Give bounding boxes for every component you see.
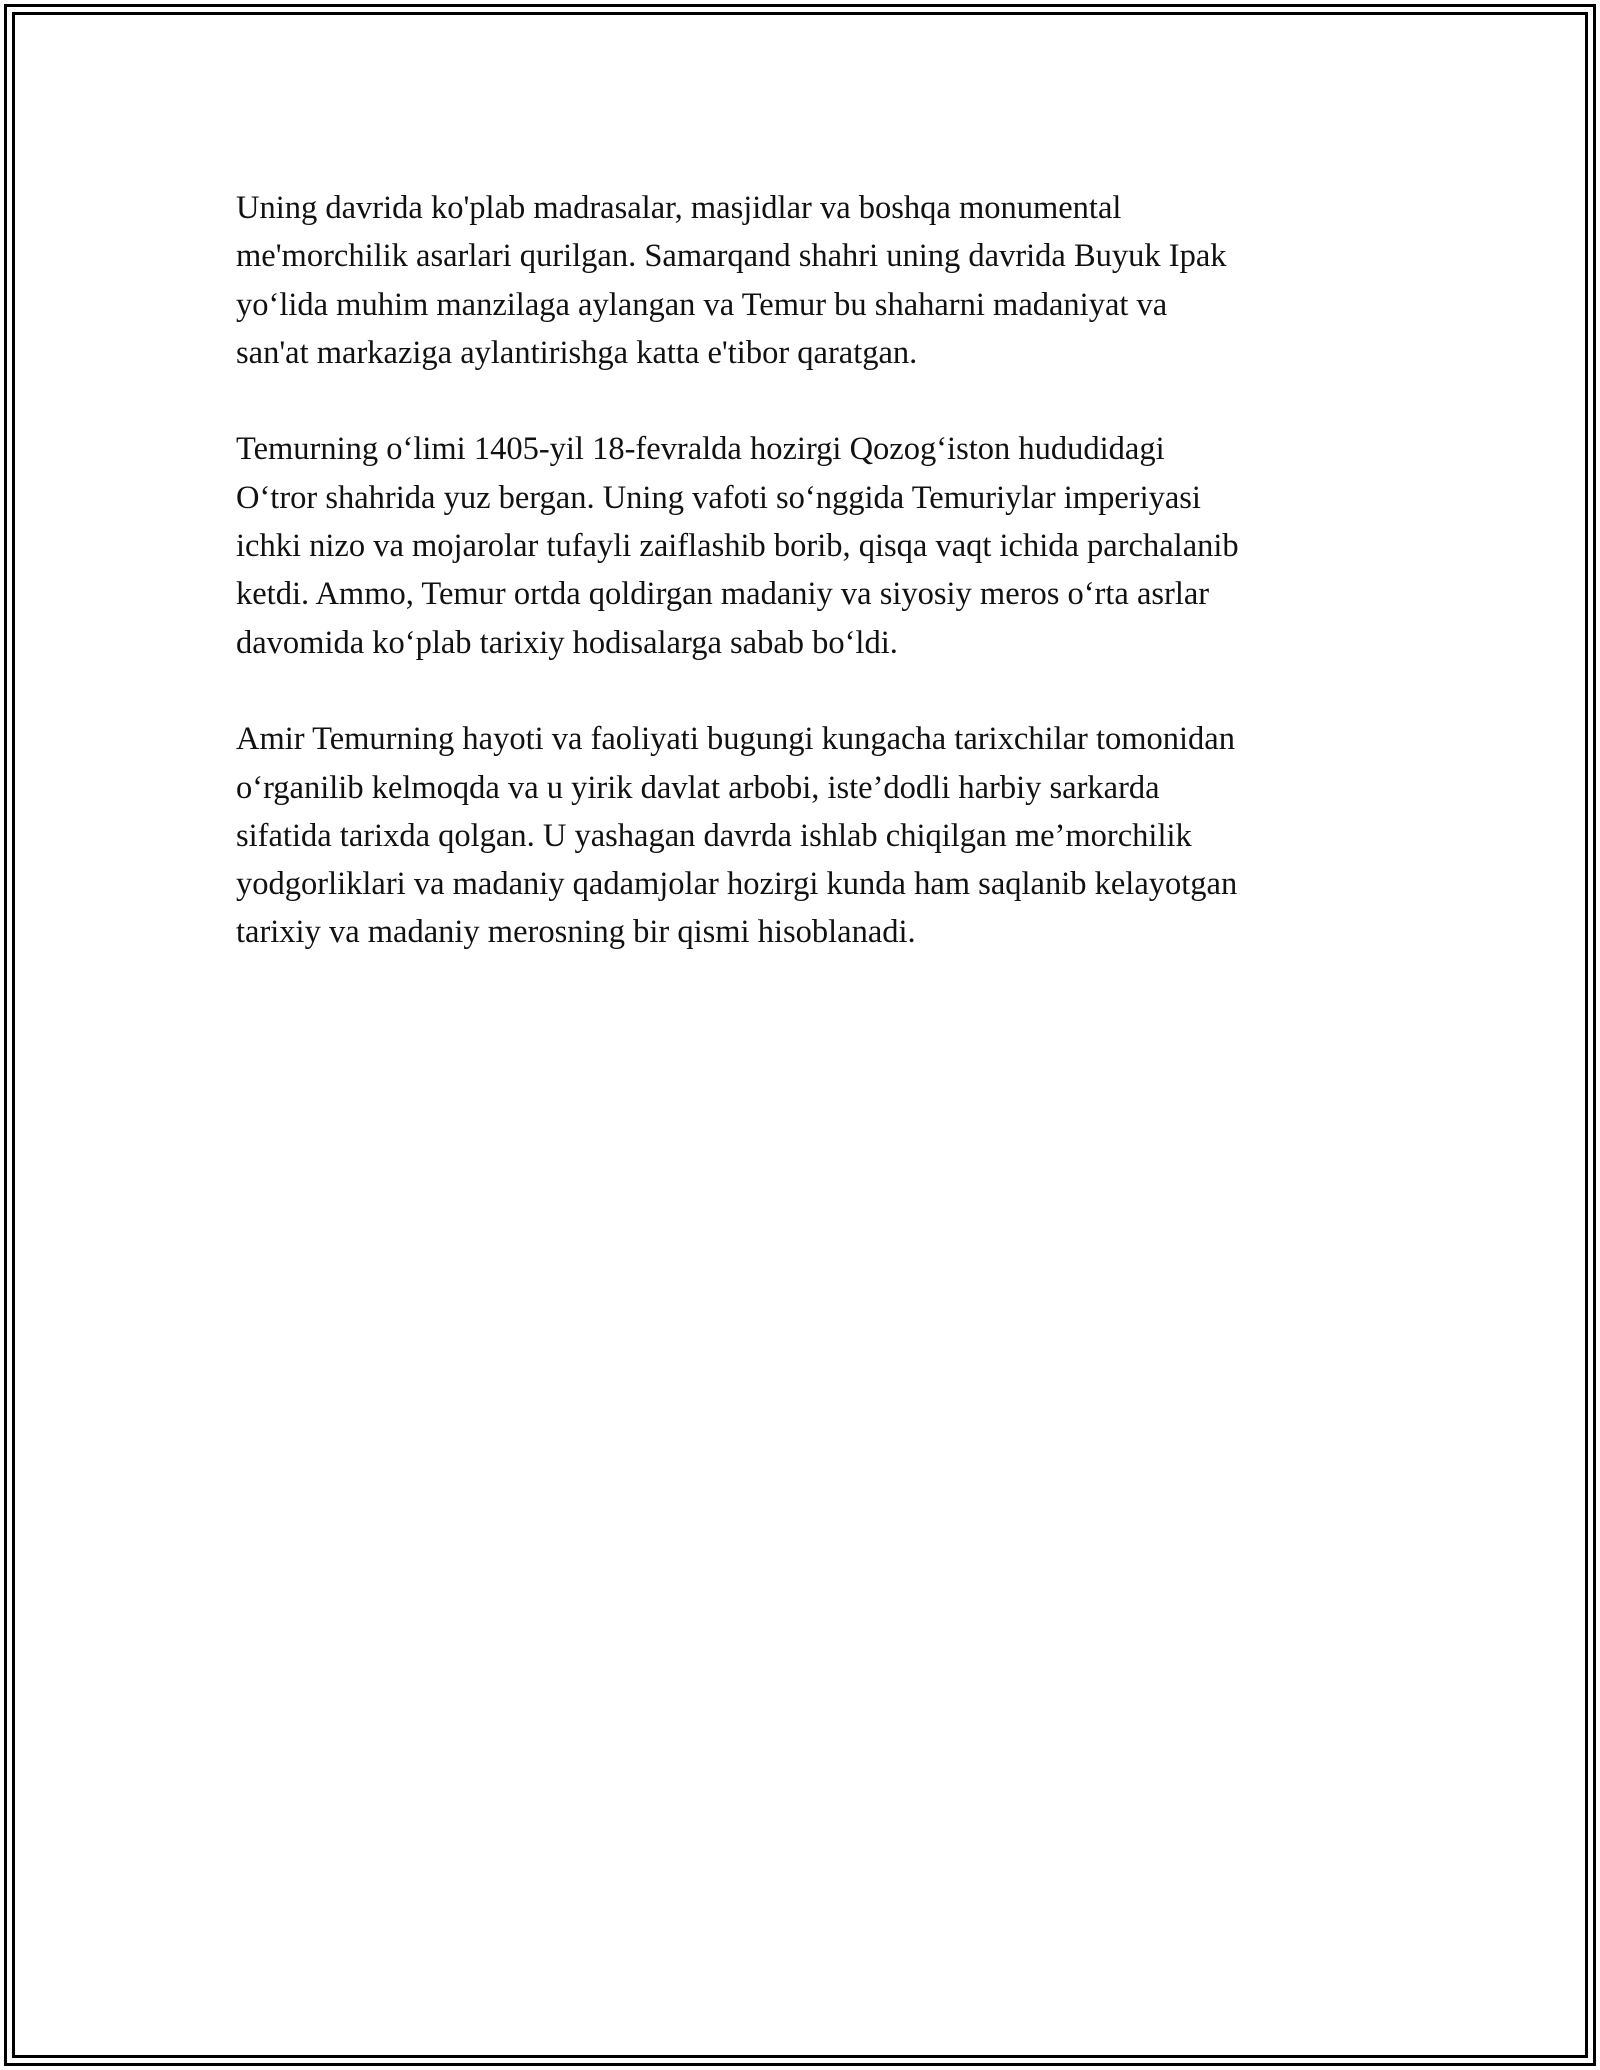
- paragraph-line: ketdi. Ammo, Temur ortda qoldirgan madaniy va siyosiy meros o‘rta asrlar: [236, 576, 1210, 613]
- paragraph-line: O‘tror shahrida yuz bergan. Uning vafoti so‘nggida Temuriylar imperiyasi: [236, 479, 1201, 516]
- paragraph-3: [236, 715, 1376, 956]
- paragraph-line: davomida ko‘plab tarixiy hodisalarga sabab bo‘ldi.: [236, 624, 898, 661]
- paragraph-line: o‘rganilib kelmoqda va u yirik davlat arbobi, iste’dodli harbiy sarkarda: [236, 769, 1160, 806]
- paragraph-line: yo‘lida muhim manzilaga aylangan va Temur bu shaharni madaniyat va: [236, 286, 1168, 323]
- paragraph-line: san'at markaziga aylantirishga katta e'tibor qaratgan.: [236, 334, 918, 371]
- paragraph-2: [236, 425, 1376, 666]
- paragraph-line: sifatida tarixda qolgan. U yashagan davrda ishlab chiqilgan me’morchilik: [236, 817, 1192, 854]
- document-body: [236, 184, 1376, 1005]
- paragraph-line: yodgorliklari va madaniy qadamjolar hozirgi kunda ham saqlanib kelayotgan: [236, 866, 1238, 903]
- paragraph-line: me'morchilik asarlari qurilgan. Samarqand shahri uning davrida Buyuk Ipak: [236, 238, 1227, 275]
- paragraph-line: Uning davrida ko'plab madrasalar, masjidlar va boshqa monumental: [236, 190, 1122, 226]
- paragraph-line: ichki nizo va mojarolar tufayli zaiflashib borib, qisqa vaqt ichida parchalanib: [236, 528, 1239, 565]
- paragraph-1: [236, 184, 1376, 377]
- paragraph-line: tarixiy va madaniy merosning bir qismi hisoblanadi.: [236, 914, 916, 951]
- paragraph-line: Amir Temurning hayoti va faoliyati bugungi kungacha tarixchilar tomonidan: [236, 721, 1235, 758]
- paragraph-line: Temurning o‘limi 1405-yil 18-fevralda hozirgi Qozog‘iston hududidagi: [236, 431, 1165, 468]
